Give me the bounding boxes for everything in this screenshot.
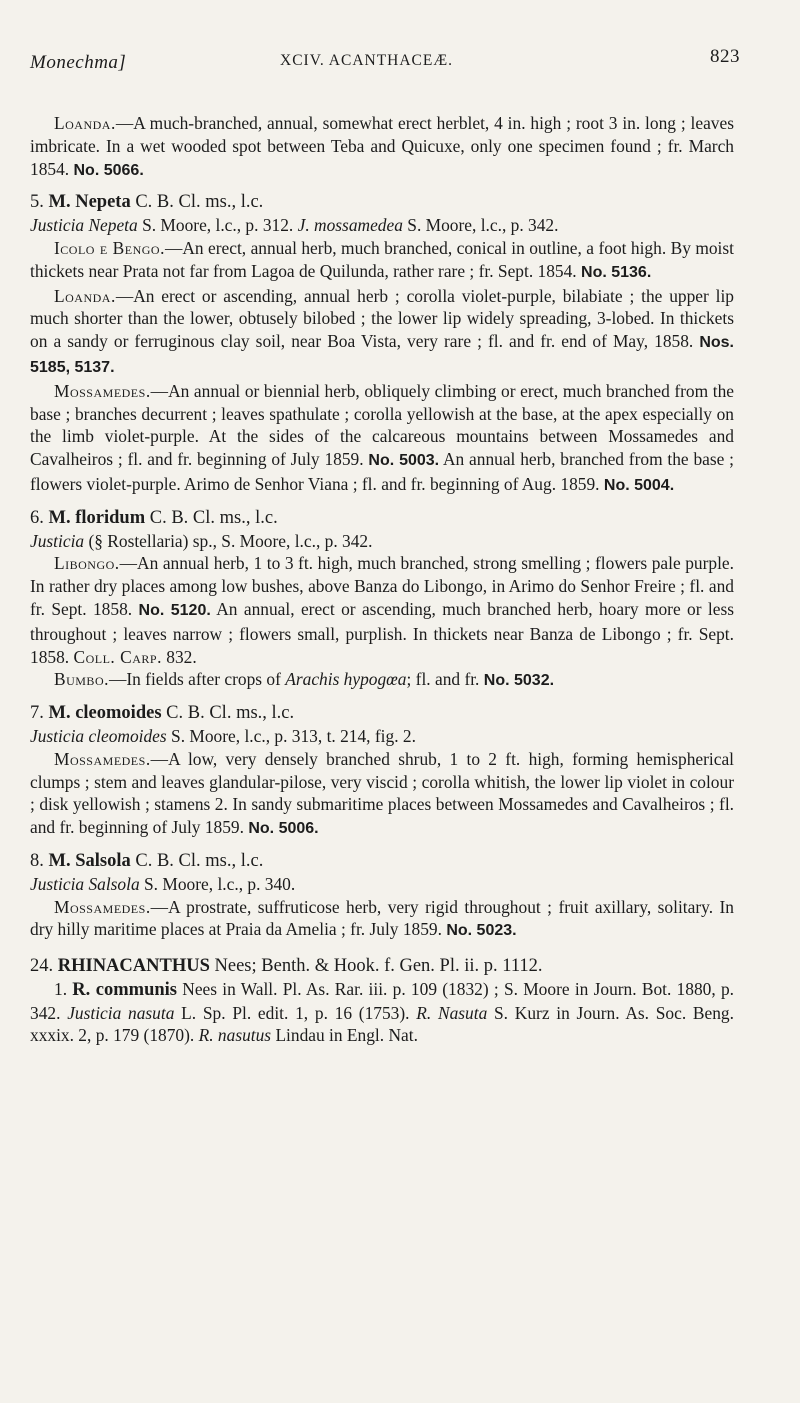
record-bumbo-5032: Bumbo.—In fields after crops of Arachis hypogœa; fl. and fr. No. 5032. <box>54 669 555 690</box>
species-heading-salsola: 8. M. Salsola C. B. Cl. ms., l.c. <box>30 850 264 871</box>
record-icolo-5136: Icolo e Bengo.—An erect, annual herb, much branched, conical in outline, a foot high. By moist thickets near Prata not far from Lagoa de Quilunda, rather rare ; fr. Sept. 1854. No. 5136. <box>30 237 734 281</box>
synonym-line: Justicia Salsola S. Moore, l.c., p. 340. <box>30 873 296 894</box>
species-entry-communis: 1. R. communis Nees in Wall. Pl. As. Rar. iii. p. 109 (1832) ; S. Moore in Journ. Bot. 1880, p. 342. Justicia nasuta L. Sp. Pl. edit. 1, p. 16 (1753). R. Nasuta S. Kurz in Journ. As. Soc. Beng. xxxix. 2, p. 179 (1870). R. nasutus Lindau in Engl. Nat. <box>30 978 734 1046</box>
header-family: XCIV. ACANTHACEÆ. <box>280 52 454 69</box>
record-mossamedes-5006: Mossamedes.—A low, very densely branched shrub, 1 to 2 ft. high, forming hemispherical clumps ; stem and leaves glandular-pilose, very viscid ; corolla whitish, the lower lip violet in colour ; disk yellowish ; stamens 2. In sandy submaritime places between Mossamedes and Cavalheiros ; fl. and fr. beginning of July 1859. No. 5006. <box>30 748 734 838</box>
record-loanda-5066: Loanda.—A much-branched, annual, somewhat erect herblet, 4 in. high ; root 3 in. long ; leaves imbricate. In a wet wooded spot between Teba and Quicuxe, only one specimen found ; fr. March 1854. No. 5066. <box>30 113 734 179</box>
synonym-line: Justicia Nepeta S. Moore, l.c., p. 312. J. mossamedea S. Moore, l.c., p. 342. <box>30 215 559 236</box>
record-mossamedes-5003: Mossamedes.—An annual or biennial herb, obliquely climbing or erect, much branched from the base ; branches decurrent ; leaves spathulate ; corolla yellowish at the base, at the apex especially on the limb violet-purple. At the sides of the calcareous mountains between Mossamedes and Cavalheiros ; fl. and fr. beginning of July 1859. No. 5003. An annual herb, branched from the base ; flowers violet-purple. Arimo de Senhor Viana ; fl. and fr. beginning of Aug. 1859. No. 5004. <box>30 380 734 494</box>
species-heading-floridum: 6. M. floridum C. B. Cl. ms., l.c. <box>30 507 278 528</box>
header-genus: Monechma] <box>30 52 127 73</box>
record-libongo-5120: Libongo.—An annual herb, 1 to 3 ft. high, much branched, strong smelling ; flowers pale purple. In rather dry places among low bushes, above Banza do Libongo, in Arimo do Senhor Freire ; fl. and fr. Sept. 1858. No. 5120. An annual, erect or ascending, much branched herb, hoary more or less throughout ; leaves narrow ; flowers small, purplish. In thickets near Banza de Libongo ; fr. Sept. 1858. Coll. Carp. 832. <box>30 553 735 667</box>
specimen-number: No. 5066. <box>73 161 144 179</box>
page-body <box>30 112 734 1047</box>
species-heading-nepeta: 5. M. Nepeta C. B. Cl. ms., l.c. <box>30 192 264 213</box>
page-number: 823 <box>710 46 740 67</box>
record-loanda-5185: Loanda.—An erect or ascending, annual herb ; corolla violet-purple, bilabiate ; the upper lip much shorter than the lower, obtusely bilobed ; the lower lip widely spreading, 3-lobed. In thickets on a sandy or ferruginous clay soil, near Boa Vista, very rare ; fl. and fr. end of May, 1858. Nos. 5185, 5137. <box>30 285 734 376</box>
species-heading-cleomoides: 7. M. cleomoides C. B. Cl. ms., l.c. <box>30 703 295 724</box>
synonym-line: Justicia (§ Rostellaria) sp., S. Moore, l.c., p. 342. <box>30 530 373 551</box>
genus-heading-rhinacanthus: 24. RHINACANTHUS Nees; Benth. & Hook. f. Gen. Pl. ii. p. 1112. <box>30 956 543 977</box>
record-mossamedes-5023: Mossamedes.—A prostrate, suffruticose herb, very rigid throughout ; fruit axillary, solitary. In dry hilly maritime places at Praia da Amelia ; fr. July 1859. No. 5023. <box>30 896 734 940</box>
running-header <box>30 46 740 82</box>
synonym-line: Justicia cleomoides S. Moore, l.c., p. 313, t. 214, fig. 2. <box>30 725 416 746</box>
locality: Loanda. <box>54 113 116 133</box>
